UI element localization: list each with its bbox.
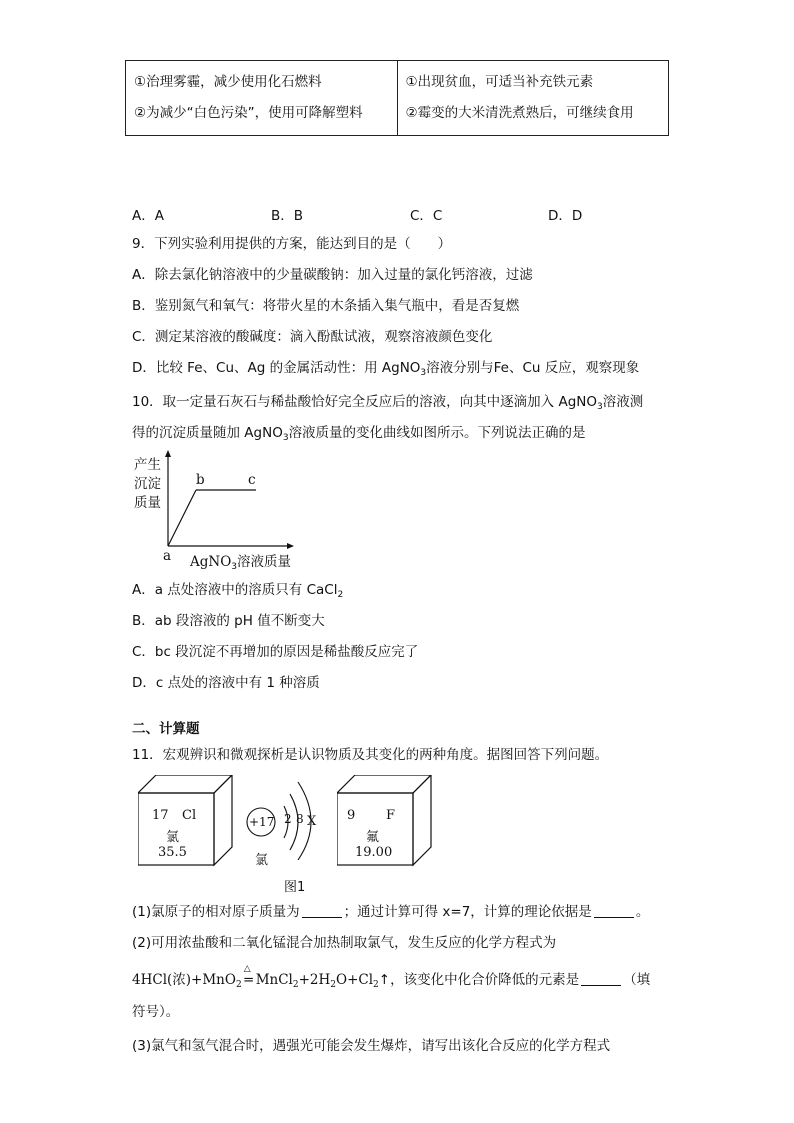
cl-mass: 35.5 [158, 845, 187, 860]
point-c-label: c [248, 472, 256, 488]
q10-option-c: C．bc 段沉淀不再增加的原因是稀盐酸反应完了 [132, 644, 419, 660]
f-atomic-number: 9 [347, 808, 356, 823]
q11-part3: (3)氯气和氢气混合时，遇强光可能会发生爆炸，请写出该化合反应的化学方程式 [132, 1038, 611, 1054]
table-right-line-1: ①出现贫血，可适当补充铁元素 [405, 74, 594, 90]
cl-name: 氯 [166, 830, 180, 845]
option-d: D．D [548, 208, 583, 224]
comparison-table [125, 60, 669, 136]
f-symbol: F [386, 808, 396, 823]
f-mass: 19.00 [355, 845, 393, 860]
table-right-line-2: ②霉变的大米清洗煮熟后，可继续食用 [405, 105, 634, 121]
f-name: 氟 [366, 830, 380, 845]
shell3-count: X [307, 814, 317, 829]
precipitate-graph [160, 448, 300, 554]
q9-option-c: C．测定某溶液的酸碱度：滴入酚酞试液，观察溶液颜色变化 [132, 329, 493, 345]
q9-option-a: A．除去氯化钠溶液中的少量碳酸钠：加入过量的氯化钙溶液，过滤 [132, 267, 533, 283]
graph-ylabel: 产生 沉淀 质量 [134, 457, 161, 511]
table-left-line-1: ①治理雾霾，减少使用化石燃料 [134, 74, 322, 90]
y-axis-arrow [165, 450, 171, 457]
cl-atomic-number: 17 [152, 808, 169, 823]
table-cell-right [397, 61, 669, 136]
graph-xlabel: AgNO$_3$溶液质量 [190, 554, 292, 572]
nucleus-charge: +17 [249, 815, 275, 829]
x-axis-arrow [287, 543, 294, 549]
q11-part2-end: 符号）。 [132, 1004, 180, 1020]
table-cell-left [126, 61, 398, 136]
q10-option-b: B．ab 段溶液的 pH 值不断变大 [132, 613, 325, 629]
figure-caption: 图1 [284, 880, 306, 895]
shell2-count: 8 [296, 812, 304, 826]
answer-blank-1[interactable] [302, 903, 342, 918]
q11-equation-line: 4HCl(浓)+MnO$_2$ △ $=MnCl_2+2H_2O+Cl_2↑$，该变化中化合价降低的元素是 （填 [132, 970, 650, 995]
answer-blank-2[interactable] [594, 903, 634, 918]
q9-stem: 9．下列实验利用提供的方案，能达到目的是（ ） [132, 236, 452, 252]
table-left-line-2: ②为减少“白色污染”，使用可降解塑料 [134, 105, 363, 121]
q11-stem: 11．宏观辨识和微观探析是认识物质及其变化的两种角度。据图回答下列问题。 [132, 747, 609, 763]
q11-part1: (1)氯原子的相对原子质量为 ；通过计算可得 x=7，计算的理论依据是 。 [132, 904, 650, 920]
q9-option-d: D．比较 Fe、Cu、Ag 的金属活动性：用 AgNO$_3$溶液分别与Fe、Cu 反应，观察现象 [132, 360, 640, 378]
section-title: 二、计算题 [132, 721, 200, 737]
cl-symbol: Cl [182, 808, 197, 823]
option-c: C．C [410, 208, 443, 224]
answer-blank-3[interactable] [581, 971, 621, 986]
q11-part2: (2)可用浓盐酸和二氧化锰混合加热制取氯气，发生反应的化学方程式为 [132, 935, 557, 951]
heat-symbol: △ [243, 964, 251, 974]
point-a-label: a [163, 548, 172, 564]
q10-option-a: A．a 点处溶液中的溶质只有 CaCl$_2$ [132, 582, 344, 600]
shell1-count: 2 [284, 812, 292, 826]
q10-option-d: D．c 点处的溶液中有 1 种溶质 [132, 675, 320, 691]
option-b: B．B [271, 208, 304, 224]
point-b-label: b [196, 472, 205, 488]
atom-name: 氯 [255, 853, 269, 868]
q9-option-b: B．鉴别氮气和氧气：将带火星的木条插入集气瓶中，看是否复燃 [132, 298, 520, 314]
option-a: A．A [132, 208, 164, 224]
q10-stem-line1: 10．取一定量石灰石与稀盐酸恰好完全反应后的溶液，向其中逐滴加入 AgNO$_3$溶液测 [132, 394, 644, 412]
q10-stem-line2: 得的沉淀质量随加 AgNO$_3$溶液质量的变化曲线如图所示。下列说法正确的是 [132, 425, 586, 443]
curve-ab [168, 490, 196, 546]
